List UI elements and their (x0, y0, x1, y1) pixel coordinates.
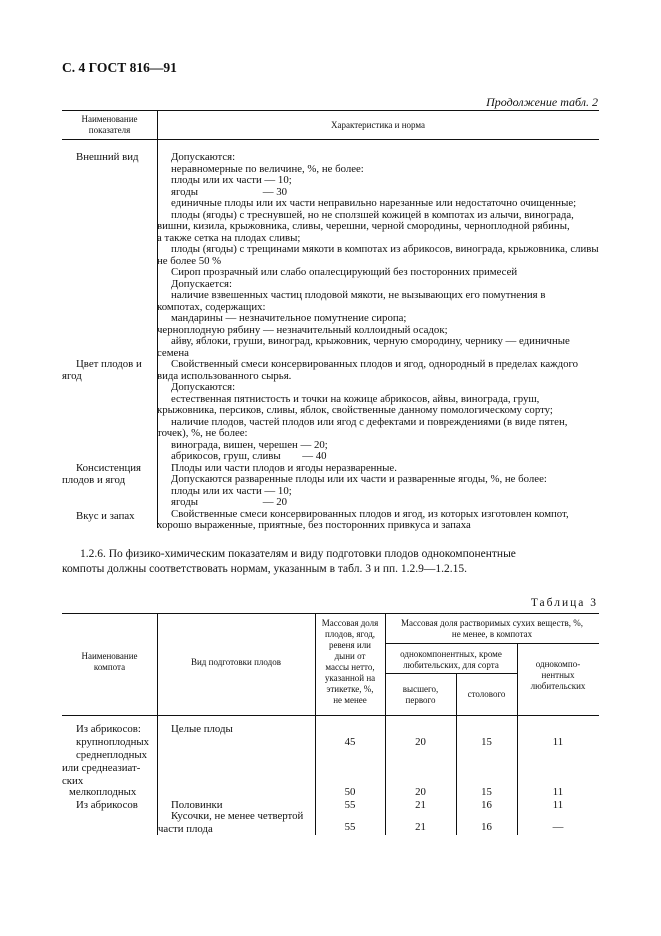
table-cell-table: 15 (481, 736, 492, 748)
table-continuation-label: Продолжение табл. 2 (486, 95, 598, 109)
table-cell-table: 16 (481, 821, 492, 833)
text-line: плоды (ягоды) с треснувшей, но не сползшей кожицей в компотах из алычи, винограда, (171, 208, 574, 221)
table-row-name: ских (62, 775, 84, 787)
table-cell-higher: 21 (415, 799, 426, 811)
table-row-name: Из абрикосов: (76, 723, 141, 735)
table-cell-higher: 21 (415, 821, 426, 833)
text-line: ягоды — 20 (171, 496, 288, 508)
table-3-single-rule (385, 673, 517, 674)
text-line: хорошо выраженные, приятные, без посторонних привкуса и запаха (157, 519, 471, 531)
text-line: вишни, кизила, крыжовника, сливы, черешни, черной смородины, черноплодной рябины, (157, 220, 570, 232)
text-line: не более 50 % (157, 254, 222, 267)
text-line: а также сетка на плодах сливы; (157, 231, 301, 244)
text-line: мандарины — незначительное помутнение сиропа; (171, 312, 407, 324)
table-cell-higher: 20 (415, 736, 426, 748)
table-row-name: Из абрикосов (76, 799, 138, 811)
text-line: абрикосов, груш, сливы — 40 (171, 450, 327, 462)
table-3-head-mass: Массовая доля плодов, ягод, ревеня или дыни от массы нетто, указанной на этикетке, %, не менее (321, 618, 379, 705)
table-cell-table: 16 (481, 799, 492, 811)
table-3-top-rule (62, 613, 599, 614)
table-2-head-rule (62, 139, 599, 140)
table-3-divider-1 (157, 613, 158, 835)
table-2-head-characteristic: Характеристика и норма (330, 120, 426, 130)
table-cell-amateur: 11 (552, 736, 564, 748)
text-line: черноплодную рябину — незначительный коллоидный осадок; (157, 323, 448, 336)
text-line: ягоды — 30 (171, 185, 288, 198)
table-cell-table: 15 (481, 786, 492, 798)
table-cell-mass: 55 (344, 821, 356, 833)
row-label-consistency: Консистенция плодов и ягод (62, 462, 142, 486)
text-line: плоды (ягоды) с трещинами мякоти в компотах из абрикосов, винограда, крыжовника, сливы (171, 243, 599, 255)
table-3-dry-rule (385, 643, 599, 644)
paragraph-1-2-6: 1.2.6. По физико-химическим показателям и виду подготовки плодов однокомпонентные компоты должны соответствовать нормам, указанным в табл. 3 и пп. 1.2.9—1.2.15. (62, 548, 516, 575)
text-line: Допускается: (171, 277, 233, 290)
table-3-head-prep: Вид подготовки плодов (190, 657, 281, 667)
table-cell-amateur: 11 (552, 799, 564, 811)
table-2-body (157, 152, 599, 532)
table-3-head-rule (62, 715, 599, 716)
text-line: компотах, содержащих: (157, 300, 266, 313)
row-label-color: Цвет плодов и ягод (62, 358, 142, 382)
row-label-taste: Вкус и запах (76, 510, 135, 522)
text-line: крыжовника, персиков, сливы, яблок, свойственные данному помологическому сорту; (157, 404, 553, 416)
table-3-head-name: Наименование компота (81, 651, 138, 672)
text-line: Свойственный смеси консервированных плодов и ягод, однородный в пределах каждого (171, 358, 579, 370)
table-cell-mass: 55 (344, 799, 356, 811)
text-line: айву, яблоки, груши, виноград, крыжовник, черную смородину, чернику — единичные (171, 335, 570, 347)
table-row-name: или среднеазиат- (62, 762, 141, 774)
table-row-prep: Целые плоды (171, 723, 233, 735)
table-3-caption: Таблица 3 (530, 597, 598, 609)
text-line: неравномерные по величине, %, не более: (171, 162, 364, 175)
page-header: С. 4 ГОСТ 816—91 (62, 60, 177, 75)
text-line: наличие плодов, частей плодов или ягод с дефектами и повреждениями (в виде пятен, (171, 415, 568, 428)
text-line: вида использованного сырья. (157, 369, 292, 382)
table-row-name: среднеплодных (76, 749, 148, 761)
table-row-prep: Половинки (171, 799, 223, 811)
text-line: Свойственные смеси консервированных плодов и ягод, из которых изготовлен компот, (171, 507, 569, 520)
table-3-head-table-grade: столового (467, 689, 506, 699)
table-cell-higher: 20 (415, 786, 426, 798)
text-line: Допускаются разваренные плоды или их части и разваренные ягоды, %, не более: (171, 473, 547, 485)
table-cell-mass: 50 (344, 786, 356, 798)
table-cell-amateur: 11 (552, 786, 564, 798)
table-2-head-name: Наименование показателя (81, 114, 138, 135)
text-line: точек), %, не более: (157, 427, 248, 439)
text-line: Плоды или части плодов и ягоды неразваренные. (171, 461, 397, 474)
table-3-head-higher: высшего, первого (402, 684, 439, 705)
table-3-head-amateur: однокомпо- нентных любительских (530, 659, 586, 691)
text-line: плоды или их части — 10; (171, 174, 292, 186)
text-line: семена (157, 346, 189, 359)
table-row-prep: части плода (158, 823, 213, 835)
text-line: плоды или их части — 10; (171, 484, 292, 497)
table-3-head-dry: Массовая доля растворимых сухих веществ, %, не менее, в компотах (401, 618, 583, 639)
table-cell-amateur: — (552, 821, 564, 833)
table-2-top-rule (62, 110, 599, 111)
text-line: Допускаются: (171, 151, 236, 163)
text-line: наличие взвешенных частиц плодовой мякоти, не вызывающих его помутнения в (171, 289, 546, 301)
table-cell-mass: 45 (344, 736, 356, 748)
text-line: единичные плоды или их части неправильно нарезанные или недостаточно очищенные; (171, 197, 577, 209)
text-line: Допускаются: (171, 381, 236, 393)
table-row-prep: Кусочки, не менее четвертой (171, 810, 304, 822)
table-row-name: мелкоплодных (69, 786, 137, 798)
table-3-head-single: однокомпонентных, кроме любительских, для сорта (400, 649, 502, 670)
table-row-name: крупноплодных (76, 736, 150, 748)
text-line: Сироп прозрачный или слабо опалесцирующий без посторонних примесей (171, 266, 518, 278)
text-line: естественная пятнистость и точки на кожице абрикосов, айвы, винограда, груш, (171, 392, 540, 405)
text-line: винограда, вишен, черешен — 20; (171, 438, 328, 451)
row-label-appearance: Внешний вид (76, 151, 139, 163)
